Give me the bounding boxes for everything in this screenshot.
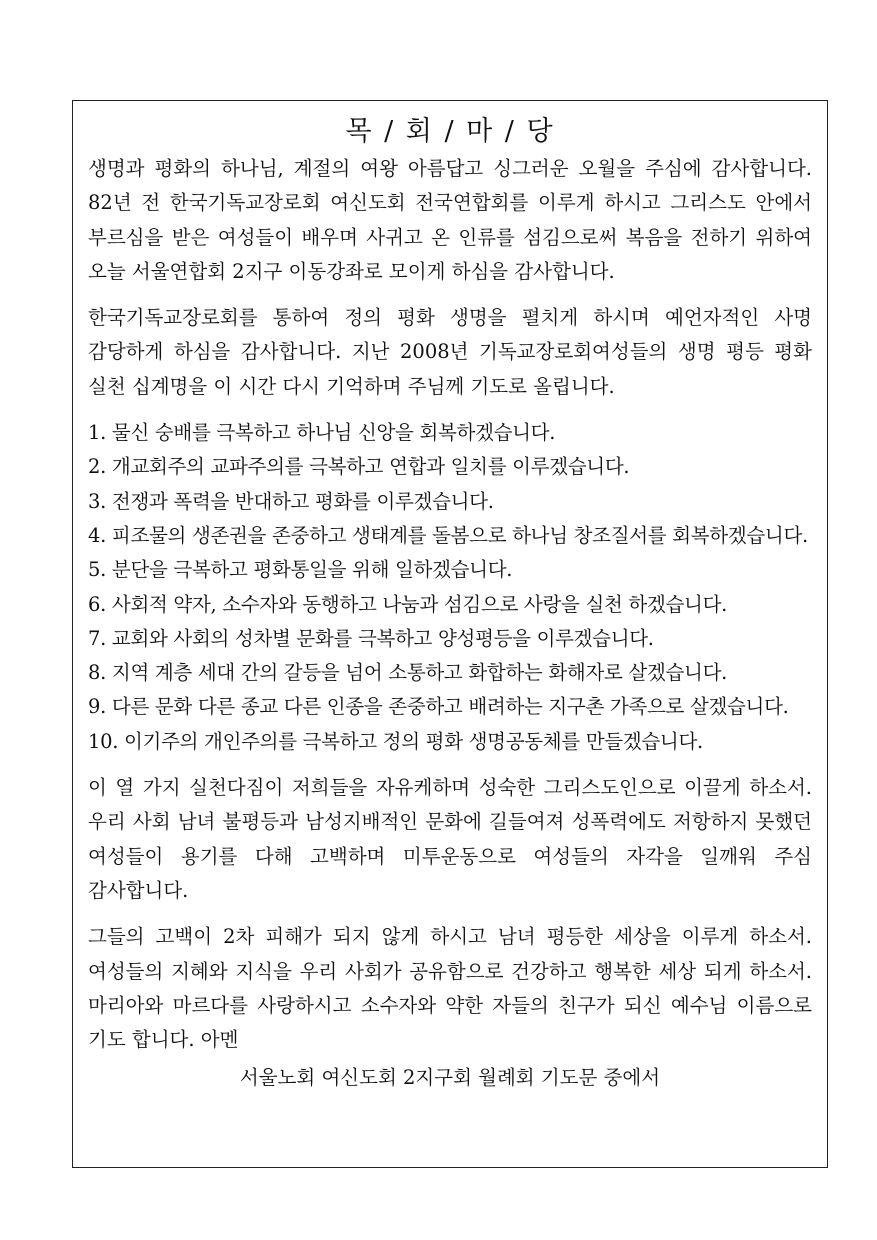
commitment-item: 5. 분단을 극복하고 평화통일을 위해 일하겠습니다. <box>88 558 513 582</box>
commitment-item: 7. 교회와 사회의 성차별 문화를 극복하고 양성평등을 이루겠습니다. <box>88 626 654 650</box>
page-title: 목 / 회 / 마 / 당 <box>345 116 555 147</box>
closing-paragraph-1: 이 열 가지 실천다짐이 저희들을 자유케하며 성숙한 그리스도인으로 이끌게 하소서. 우리 사회 남녀 불평등과 남성지배적인 문화에 길들여져 성폭력에도 저항하지 못했던 여성들이 용기를 다해 고백하며 미투운동으로 여성들의 자각을 일깨워 주심 감사합니다. <box>88 776 812 902</box>
prayer-document <box>88 112 812 1095</box>
commitment-item: 2. 개교회주의 교파주의를 극복하고 연합과 일치를 이루겠습니다. <box>88 455 630 479</box>
commitment-item: 4. 피조물의 생존권을 존중하고 생태계를 돌봄으로 하나님 창조질서를 회복하겠습니다. <box>88 523 808 547</box>
commitment-list <box>88 416 812 759</box>
commitment-item: 3. 전쟁과 폭력을 반대하고 평화를 이루겠습니다. <box>88 489 494 513</box>
commitment-item: 1. 물신 숭배를 극복하고 하나님 신앙을 회복하겠습니다. <box>88 421 556 445</box>
commitment-item: 8. 지역 계층 세대 간의 갈등을 넘어 소통하고 화합하는 화해자로 살겠습니다. <box>88 661 727 685</box>
closing-paragraph-2: 그들의 고백이 2차 피해가 되지 않게 하시고 남녀 평등한 세상을 이루게 하소서. 여성들의 지혜와 지식을 우리 사회가 공유함으로 건강하고 행복한 세상 되게 하소서. 마리아와 마르다를 사랑하시고 소수자와 약한 자들의 친구가 되신 예수님 이름으로 기도 합니다. 아멘 <box>88 925 812 1052</box>
commitment-item: 10. 이기주의 개인주의를 극복하고 정의 평화 생명공동체를 만들겠습니다. <box>88 729 703 753</box>
commitment-item: 6. 사회적 약자, 소수자와 동행하고 나눔과 섬김으로 사랑을 실천 하겠습니다. <box>88 592 727 616</box>
intro-paragraph-1: 생명과 평화의 하나님, 계절의 여왕 아름답고 싱그러운 오월을 주심에 감사합니다. 82년 전 한국기독교장로회 여신도회 전국연합회를 이루게 하시고 그리스도 안에서 부르심을 받은 여성들이 배우며 사귀고 온 인류를 섬김으로써 복음을 전하기 위하여 오늘 서울연합회 2지구 이동강좌로 모이게 하심을 감사합니다. <box>88 157 812 283</box>
intro-paragraph-2: 한국기독교장로회를 통하여 정의 평화 생명을 펼치게 하시며 예언자적인 사명 감당하게 하심을 감사합니다. 지난 2008년 기독교장로회여성들의 생명 평등 평화 실천 십계명을 이 시간 다시 기억하며 주님께 기도로 올립니다. <box>88 306 812 398</box>
signature-source: 서울노회 여신도회 2지구회 월례회 기도문 중에서 <box>239 1066 661 1090</box>
commitment-item: 9. 다른 문화 다른 종교 다른 인종을 존중하고 배려하는 지구촌 가족으로 살겠습니다. <box>88 695 789 719</box>
